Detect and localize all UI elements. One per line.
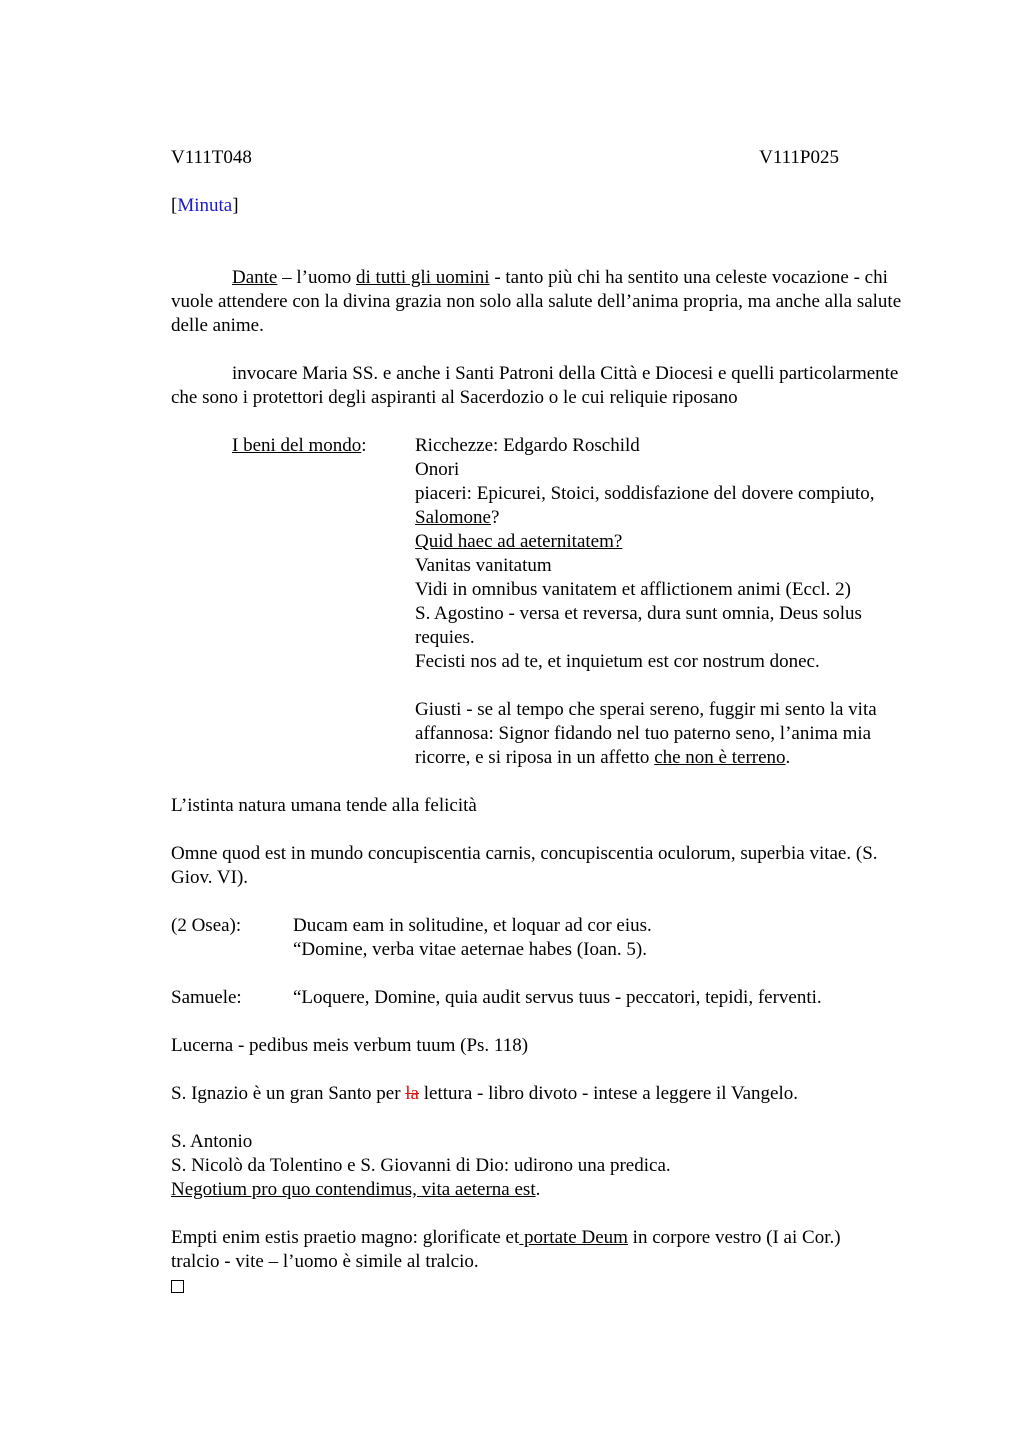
beni-line: Vanitas vanitatum xyxy=(415,555,552,576)
beni-line: Quid haec ad aeternitatem? xyxy=(415,531,623,552)
beni-line: Salomone? xyxy=(415,507,500,528)
beni-label: I beni del mondo: xyxy=(232,435,367,456)
beni-line: Fecisti nos ad te, et inquietum est cor nostrum donec. xyxy=(415,651,820,672)
osea-lines: Ducam eam in solitudine, et loquar ad cor eius. “Domine, verba vitae aeternae habes (Ioan. 5). xyxy=(293,915,652,960)
empti-section: Empti enim estis praetio magno: glorificate et portate Deum in corpore vestro (I ai Cor.) tralcio - vite – l’uomo è simile al tralcio. xyxy=(171,1226,921,1300)
paragraph-invocare: invocare Maria SS. e anche i Santi Patroni della Città e Diocesi e quelli particolarmente che sono i protettori degli aspiranti al Sacerdozio o le cui reliquie riposano xyxy=(171,363,899,408)
paragraph-ignazio: S. Ignazio è un gran Santo per la lettura - libro divoto - intese a leggere il Vangelo. xyxy=(171,1083,799,1104)
antonio-section: S. Antonio S. Nicolò da Tolentino e S. Giovanni di Dio: udirono una predica. Negotium pro quo contendimus, vita aeterna est. xyxy=(171,1131,671,1200)
deleted-word: la xyxy=(405,1083,419,1104)
minuta-tag: [Minuta] xyxy=(171,195,239,216)
paragraph-dante: Dante – l’uomo di tutti gli uomini - tanto più chi ha sentito una celeste vocazione - chi vuole attendere con la divina grazia non solo alla salute dell’anima propria, ma anche alla salute delle anime. xyxy=(171,267,902,336)
minuta-link[interactable]: Minuta xyxy=(177,195,233,216)
left-code: V111T048 xyxy=(171,147,252,168)
header-codes xyxy=(171,146,839,170)
paragraph-omne: Omne quod est in mundo concupiscentia carnis, concupiscentia oculorum, superbia vitae. (S. Giov. VI). xyxy=(171,843,878,888)
giusti-quote: Giusti - se al tempo che sperai sereno, fuggir mi sento la vita affannosa: Signor fidando nel tuo paterno seno, l’anima mia ricorre, e si riposa in un affetto che non è terreno. xyxy=(415,699,877,768)
samuele-label: Samuele: xyxy=(171,987,242,1008)
beni-line: Ricchezze: Edgardo Roschild xyxy=(415,435,640,456)
beni-list xyxy=(415,434,921,770)
samuele-text: “Loquere, Domine, quia audit servus tuus - peccatori, tepidi, ferventi. xyxy=(293,987,822,1008)
beni-del-mondo-section xyxy=(171,434,921,770)
paragraph-istinto: L’istinta natura umana tende alla felicità xyxy=(171,795,477,816)
beni-line: Onori xyxy=(415,459,460,480)
beni-line: piaceri: Epicurei, Stoici, soddisfazione del dovere compiuto, xyxy=(415,483,875,504)
paragraph-lucerna: Lucerna - pedibus meis verbum tuum (Ps. 118) xyxy=(171,1035,529,1056)
samuele-section xyxy=(171,986,921,1010)
osea-section xyxy=(171,914,921,962)
beni-line: Vidi in omnibus vanitatem et afflictionem animi (Eccl. 2) xyxy=(415,579,851,600)
checkbox-square-icon xyxy=(171,1280,184,1293)
beni-line: S. Agostino - versa et reversa, dura sunt omnia, Deus solus requies. xyxy=(415,603,862,648)
osea-label: (2 Osea): xyxy=(171,915,242,936)
right-code: V111P025 xyxy=(759,147,839,168)
document-page xyxy=(171,146,921,1300)
